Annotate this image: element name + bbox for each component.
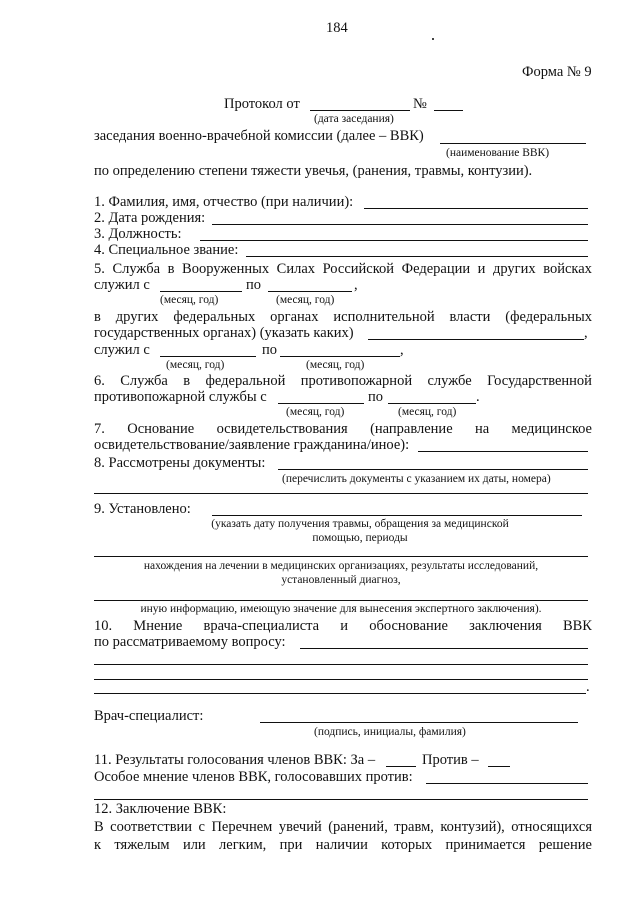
w: Вооруженных (182, 261, 270, 277)
w: 7. (94, 421, 105, 437)
comma: , (400, 342, 404, 358)
served-to-line[interactable] (268, 291, 352, 292)
w: власти (449, 309, 491, 325)
w: Мнение (133, 618, 183, 634)
w: Государственной (487, 373, 592, 389)
w: Российской (322, 261, 395, 277)
w: на (474, 421, 490, 437)
item-10-line-2[interactable] (94, 664, 588, 665)
item-9-hint-4: установленный диагноз, (281, 574, 401, 586)
w: врача-специалиста (203, 618, 320, 634)
to-label: по (368, 389, 384, 405)
item-8-line-2[interactable] (94, 493, 588, 494)
month-year-hint: (месяц, год) (166, 359, 225, 371)
w: 10. (94, 618, 113, 634)
month-year-hint: (месяц, год) (398, 406, 457, 418)
w: наличии (315, 837, 368, 853)
item-8-line[interactable] (278, 469, 588, 470)
w: Силах (276, 261, 316, 277)
item-8-hint: (перечислить документы с указанием их даты, номера) (282, 473, 551, 485)
served-from-label: служил с (94, 342, 150, 358)
item-9-hint-1: (указать дату получения травмы, обращения за медицинской (211, 518, 509, 530)
w: увечий (278, 819, 322, 835)
item-10-heading (94, 618, 592, 635)
item-11-label: 11. Результаты голосования членов ВВК: За – (94, 752, 376, 768)
served-from-line-2[interactable] (160, 356, 256, 357)
w: заключения (469, 618, 542, 634)
item-7-line[interactable] (418, 451, 588, 452)
w: травм, (394, 819, 434, 835)
dissent-line-2[interactable] (94, 799, 588, 800)
against-label: Против – (422, 752, 479, 768)
w: в (167, 261, 175, 277)
served-from-label: служил с (94, 277, 150, 293)
w: решение (538, 837, 592, 853)
item-1-label: 1. Фамилия, имя, отчество (при наличии): (94, 194, 354, 210)
w: освидетельствования (216, 421, 348, 437)
state-bodies-line[interactable] (368, 339, 584, 340)
w: исполнительной (333, 309, 435, 325)
purpose-text: по определению степени тяжести увечья, (ранения, травмы, контузии). (94, 163, 533, 179)
w: контузий), (440, 819, 505, 835)
dissent-label: Особое мнение членов ВВК, голосовавших против: (94, 769, 413, 785)
period: . (586, 679, 590, 695)
meeting-label: заседания военно-врачебной комиссии (далее – ВВК) (94, 128, 424, 144)
page-number: 184 (326, 20, 348, 36)
item-9-line[interactable] (212, 515, 582, 516)
item-9-line-3[interactable] (94, 600, 588, 601)
w: при (279, 837, 303, 853)
w: с (198, 819, 205, 835)
w: Федерации (401, 261, 471, 277)
item-3-label: 3. Должность: (94, 226, 182, 242)
item-6-heading (94, 373, 592, 390)
comma: , (584, 325, 588, 341)
w: других (115, 309, 159, 325)
w: органах (270, 309, 319, 325)
votes-against-line[interactable] (488, 766, 510, 767)
w: войсках (543, 261, 592, 277)
w: тяжелым (114, 837, 170, 853)
w: медицинское (511, 421, 592, 437)
dissent-line[interactable] (426, 783, 588, 784)
item-8-label: 8. Рассмотрены документы: (94, 455, 266, 471)
w: обоснование (369, 618, 448, 634)
item-12-text-2 (94, 837, 592, 854)
w: других (493, 261, 536, 277)
served-from-line[interactable] (160, 291, 242, 292)
doctor-label: Врач-специалист: (94, 708, 204, 724)
comma: , (354, 277, 358, 293)
w: соответствии (110, 819, 193, 835)
protocol-label: Протокол от (224, 96, 300, 112)
w: и (477, 261, 486, 277)
month-year-hint: (месяц, год) (160, 294, 219, 306)
w: или (182, 837, 206, 853)
w: легким, (219, 837, 267, 853)
item-9-label: 9. Установлено: (94, 501, 191, 517)
item-1-line[interactable] (364, 208, 588, 209)
item-2-line[interactable] (212, 224, 588, 225)
doctor-hint: (подпись, инициалы, фамилия) (314, 726, 466, 738)
w: Основание (127, 421, 195, 437)
item-2-label: 2. Дата рождения: (94, 210, 206, 226)
item-4-label: 4. Специальное звание: (94, 242, 239, 258)
w: федеральной (205, 373, 286, 389)
scan-speck (432, 38, 434, 40)
votes-for-line[interactable] (386, 766, 416, 767)
fire-from-line[interactable] (278, 403, 364, 404)
month-year-hint: (месяц, год) (276, 294, 335, 306)
item-5-heading (94, 261, 592, 278)
w: принимается (445, 837, 526, 853)
item-7-line2: освидетельствование/заявление гражданина/иное): (94, 437, 410, 453)
to-label: по (246, 277, 262, 293)
w: которых (381, 837, 433, 853)
w: (ранений, (328, 819, 388, 835)
item-3-line[interactable] (200, 240, 588, 241)
w: к (94, 837, 102, 853)
w: службе (427, 373, 472, 389)
w: 6. (94, 373, 105, 389)
item-10-line-4[interactable] (94, 693, 586, 694)
to-label: по (262, 342, 278, 358)
month-year-hint: (месяц, год) (306, 359, 365, 371)
item-9-hint-5: иную информацию, имеющую значение для вынесения экспертного заключения). (140, 603, 542, 615)
w: ВВК (562, 618, 592, 634)
date-hint: (дата заседания) (314, 113, 394, 125)
state-bodies-label: государственных органах) (указать каких) (94, 325, 354, 341)
item-9-line-2[interactable] (94, 556, 588, 557)
w: (направление (370, 421, 453, 437)
item-9-hint-3: нахождения на лечении в медицинских организациях, результаты исследований, (143, 560, 539, 572)
item-4-line[interactable] (246, 256, 588, 257)
vvk-hint: (наименование ВВК) (446, 147, 550, 159)
w: противопожарной (300, 373, 413, 389)
w: в (94, 309, 101, 325)
item-7-heading (94, 421, 592, 438)
item-10-line2: по рассматриваемому вопросу: (94, 634, 286, 650)
item-9-hint-2: помощью, периоды (312, 532, 408, 544)
form-label: Форма № 9 (522, 64, 592, 80)
item-10-line[interactable] (300, 648, 588, 649)
vvk-name-line[interactable] (440, 143, 586, 144)
fire-to-line[interactable] (388, 403, 476, 404)
period: . (476, 389, 480, 405)
item-12-text-1 (94, 819, 592, 836)
w: федеральных (173, 309, 256, 325)
number-sign: № (413, 96, 427, 112)
month-year-hint: (месяц, год) (286, 406, 345, 418)
item-10-line-3[interactable] (94, 679, 588, 680)
served-to-line-2[interactable] (280, 356, 400, 357)
item-12-label: 12. Заключение ВВК: (94, 801, 227, 817)
w: в (183, 373, 191, 389)
w: (федеральных (505, 309, 592, 325)
protocol-date-line[interactable] (310, 110, 410, 111)
w: Служба (112, 261, 161, 277)
item-5-other-bodies (94, 309, 592, 326)
fire-service-label: противопожарной службы с (94, 389, 267, 405)
w: 5. (94, 261, 105, 277)
w: Перечнем (211, 819, 273, 835)
w: В (94, 819, 104, 835)
w: и (340, 618, 349, 634)
doctor-signature-line[interactable] (260, 722, 578, 723)
protocol-number-line[interactable] (434, 110, 463, 111)
w: относящихся (511, 819, 592, 835)
w: Служба (120, 373, 168, 389)
